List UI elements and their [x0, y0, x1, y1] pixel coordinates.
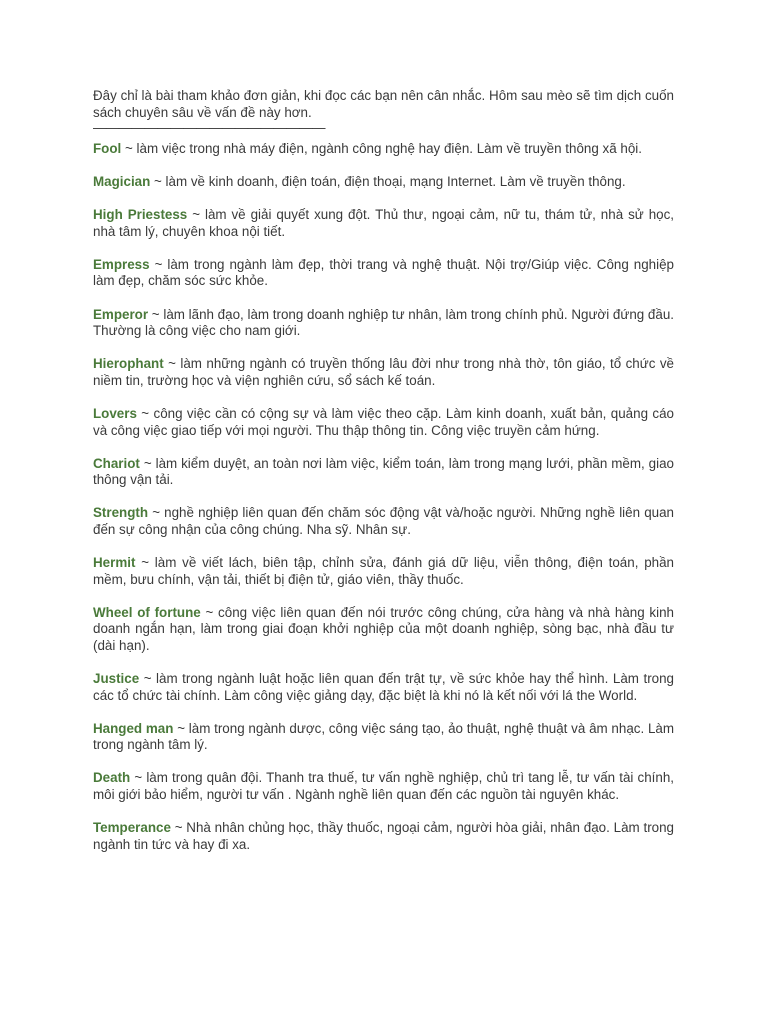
card-description: ~ làm về giải quyết xung đột. Thủ thư, ngoại cảm, nữ tu, thám tử, nhà sử học, nhà tâm lý, chuyên khoa nội tiết.: [93, 207, 675, 239]
card-entry-justice: [93, 671, 674, 704]
card-description: ~ công việc liên quan đến nói trước công chúng, cửa hàng và nhà hàng kinh doanh ngắn hạn, làm trong giai đoạn khởi nghiệp của một doanh nghiệp, sòng bạc, nhà đầu tư (dài hạn).: [93, 604, 674, 653]
divider-line: ——————————————————: [93, 121, 326, 135]
card-entry-death: [93, 770, 674, 803]
card-description: ~ làm về viết lách, biên tập, chỉnh sửa, đánh giá dữ liệu, viễn thông, điện toán, phần mềm, bưu chính, vận tải, thiết bị điện tử, giáo viên, thầy thuốc.: [93, 555, 674, 587]
card-description: ~ làm trong ngành làm đẹp, thời trang và nghệ thuật. Nội trợ/Giúp việc. Công nghiệp làm đẹp, chăm sóc sức khỏe.: [93, 256, 674, 289]
card-entry-lovers: [93, 406, 674, 439]
card-description: ~ làm lãnh đạo, làm trong doanh nghiệp tư nhân, làm trong chính phủ. Người đứng đầu. Thường là công việc cho nam giới.: [93, 306, 674, 339]
card-entry-hanged-man: [93, 721, 674, 754]
card-term: Justice: [93, 670, 140, 686]
card-list: [93, 141, 674, 853]
card-description: ~ nghề nghiệp liên quan đến chăm sóc động vật và/hoặc người. Những nghề liên quan đến sự công nhận của công chúng. Nha sỹ. Nhân sự.: [93, 505, 674, 537]
card-term: Hermit: [93, 555, 136, 570]
card-term: Hanged man: [93, 720, 174, 736]
card-term: Temperance: [93, 820, 171, 836]
card-description: ~ Nhà nhân chủng học, thầy thuốc, ngoại cảm, người hòa giải, nhân đạo. Làm trong ngành tin tức và hay đi xa.: [93, 820, 674, 852]
card-description: ~ làm trong quân đội. Thanh tra thuế, tư vấn nghề nghiệp, chủ trì tang lễ, tư vấn tài chính, môi giới bảo hiểm, người tư vấn . Ngành nghề liên quan đến các nguồn tài nguyên khác.: [93, 770, 674, 802]
card-term: Fool: [93, 141, 122, 156]
card-term: High Priestess: [93, 207, 188, 223]
card-entry-hermit: [93, 555, 674, 588]
card-term: Hierophant: [93, 356, 164, 372]
card-description: ~ làm những ngành có truyền thống lâu đời như trong nhà thờ, tôn giáo, tổ chức về niềm tin, trường học và viện nghiên cứu, sổ sách kế toán.: [93, 356, 674, 388]
card-entry-wheel-of-fortune: [93, 605, 674, 655]
card-description: ~ làm về kinh doanh, điện toán, điện thoại, mạng Internet. Làm về truyền thông.: [150, 174, 626, 190]
card-entry-temperance: [93, 820, 674, 853]
card-description: ~ làm việc trong nhà máy điện, ngành công nghệ hay điện. Làm về truyền thông xã hội.: [121, 141, 642, 156]
card-term: Emperor: [93, 306, 149, 322]
card-term: Death: [93, 770, 131, 786]
card-entry-emperor: [93, 307, 674, 340]
card-description: ~ công việc cần có cộng sự và làm việc theo cặp. Làm kinh doanh, xuất bản, quảng cáo và công việc giao tiếp với mọi người. Thu thập thông tin. Công việc truyền cảm hứng.: [93, 405, 674, 438]
card-term: Empress: [93, 256, 150, 272]
intro-paragraph: Đây chỉ là bài tham khảo đơn giản, khi đọc các bạn nên cân nhắc. Hôm sau mèo sẽ tìm dịch cuốn sách chuyên sâu về vấn đề này hơn.: [93, 88, 674, 120]
card-entry-hierophant: [93, 356, 674, 389]
card-entry-strength: [93, 505, 674, 538]
card-entry-magician: [93, 174, 674, 191]
card-entry-fool: [93, 141, 674, 158]
card-term: Lovers: [93, 405, 137, 421]
card-term: Strength: [93, 505, 149, 521]
card-description: ~ làm kiểm duyệt, an toàn nơi làm việc, kiểm toán, làm trong mạng lưới, phần mềm, giao thông vận tải.: [93, 455, 674, 488]
card-entry-high-priestess: [93, 207, 674, 240]
card-term: Magician: [93, 174, 151, 190]
card-term: Wheel of fortune: [93, 604, 201, 620]
card-entry-chariot: [93, 456, 674, 489]
card-description: ~ làm trong ngành dược, công việc sáng tạo, ảo thuật, nghệ thuật và âm nhạc. Làm trong ngành tâm lý.: [93, 720, 675, 753]
card-term: Chariot: [93, 455, 140, 471]
card-description: ~ làm trong ngành luật hoặc liên quan đến trật tự, về sức khỏe hay thể hình. Làm trong các tổ chức tài chính. Làm công việc giảng dạy, đặc biệt là khi nó là kết nối với lá the World.: [93, 670, 674, 703]
card-entry-empress: [93, 257, 674, 290]
